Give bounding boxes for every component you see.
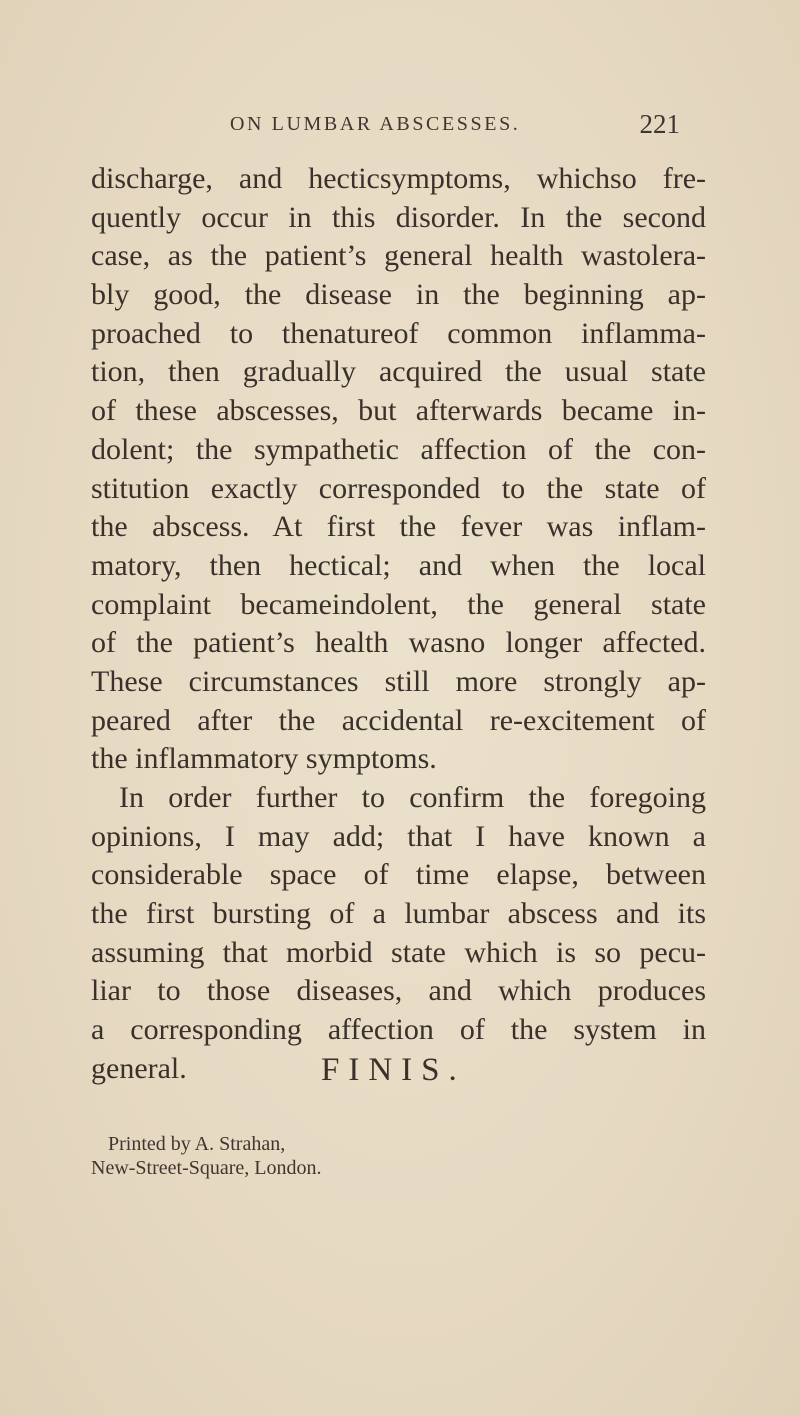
text-line: case, as the patient’s general health wastolera- <box>91 239 706 273</box>
text-line: the inflammatory symptoms. <box>91 742 437 776</box>
text-line: stitution exactly corresponded to the state of <box>91 471 706 505</box>
running-title: ON LUMBAR ABSCESSES. <box>230 113 521 135</box>
text-line: complaint becameindolent, the general state <box>91 587 706 621</box>
printer-imprint <box>91 1132 322 1180</box>
imprint-line-address: New-Street-Square, London. <box>91 1157 322 1179</box>
text-line: dolent; the sympathetic affection of the con- <box>91 432 706 466</box>
text-line: a corresponding affection of the system in <box>91 1013 706 1047</box>
imprint-line-printer: Printed by A. Strahan, <box>108 1133 286 1155</box>
paragraph-1 <box>91 160 706 779</box>
text-line: matory, then hectical; and when the local <box>91 548 706 582</box>
text-line: These circumstances still more strongly ap- <box>91 664 706 698</box>
paragraph-2 <box>91 779 706 1089</box>
text-line: general. <box>91 1051 187 1085</box>
text-line: of these abscesses, but afterwards became in- <box>91 394 706 428</box>
text-line: peared after the accidental re-excitement of <box>91 703 706 737</box>
text-line: assuming that morbid state which is so pecu- <box>91 935 706 969</box>
text-line: opinions, I may add; that I have known a <box>91 819 706 853</box>
running-head <box>230 109 730 143</box>
text-line: bly good, the disease in the beginning ap- <box>91 278 706 312</box>
text-line: the first bursting of a lumbar abscess and its <box>91 897 706 931</box>
text-line: considerable space of time elapse, between <box>91 858 706 892</box>
text-line: liar to those diseases, and which produces <box>91 974 706 1008</box>
text-line: tion, then gradually acquired the usual state <box>91 355 706 389</box>
text-line: discharge, and hecticsymptoms, whichso fre- <box>91 162 706 195</box>
finis-heading: FINIS. <box>321 1052 466 1088</box>
text-line: In order further to confirm the foregoing <box>119 781 706 814</box>
text-line: proached to thenatureof common inflamma- <box>91 316 706 350</box>
page-number: 221 <box>639 109 680 139</box>
text-line: the abscess. At first the fever was inflam- <box>91 510 706 544</box>
text-line: of the patient’s health wasno longer affected. <box>91 626 706 660</box>
text-line: quently occur in this disorder. In the second <box>91 200 706 234</box>
